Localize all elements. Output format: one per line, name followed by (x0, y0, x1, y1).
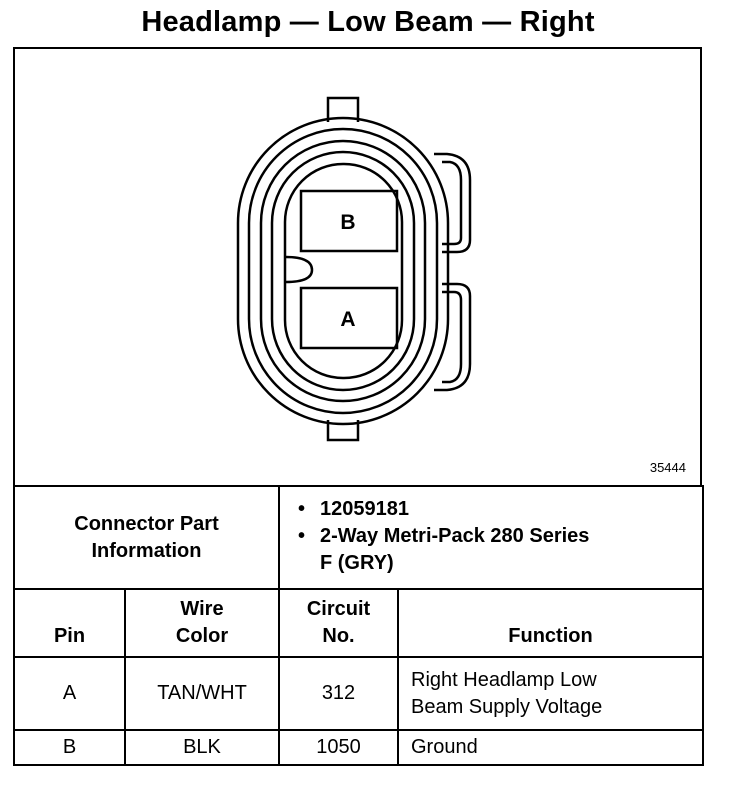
connector-part-list (279, 486, 703, 589)
part-number: • 12059181 (320, 496, 692, 523)
cell-wire-color: BLK (125, 730, 279, 765)
key-notch (286, 257, 312, 282)
inner-cavity (285, 164, 402, 378)
connector-part-row (14, 486, 703, 589)
table-row (14, 657, 703, 730)
cell-function: Ground (398, 730, 703, 765)
pin-label-b: B (340, 211, 356, 234)
connector-info-table (13, 485, 704, 766)
header-circuit: Circuit No. (279, 589, 398, 657)
cell-pin: B (14, 730, 125, 765)
connector-part-label: Connector Part Information (14, 486, 279, 589)
header-pin: Pin (14, 589, 125, 657)
cell-circuit: 1050 (279, 730, 398, 765)
cell-pin: A (14, 657, 125, 730)
header-function: Function (398, 589, 703, 657)
header-wire-color: Wire Color (125, 589, 279, 657)
connector-face-drawing (15, 49, 704, 487)
page-title: Headlamp — Low Beam — Right (141, 6, 595, 38)
figure-number: 35444 (649, 460, 686, 475)
header-row (14, 589, 703, 657)
connector-diagram (13, 47, 702, 485)
pin-label-a: A (340, 308, 356, 331)
table-row (14, 730, 703, 765)
part-description-cont: F (GRY) (320, 552, 394, 574)
cell-wire-color: TAN/WHT (125, 657, 279, 730)
cell-function: Right Headlamp Low Beam Supply Voltage (398, 657, 703, 730)
part-description: • 2-Way Metri-Pack 280 Series (320, 523, 692, 550)
latch-upper (434, 154, 470, 252)
cell-circuit: 312 (279, 657, 398, 730)
latch-lower (434, 284, 470, 390)
